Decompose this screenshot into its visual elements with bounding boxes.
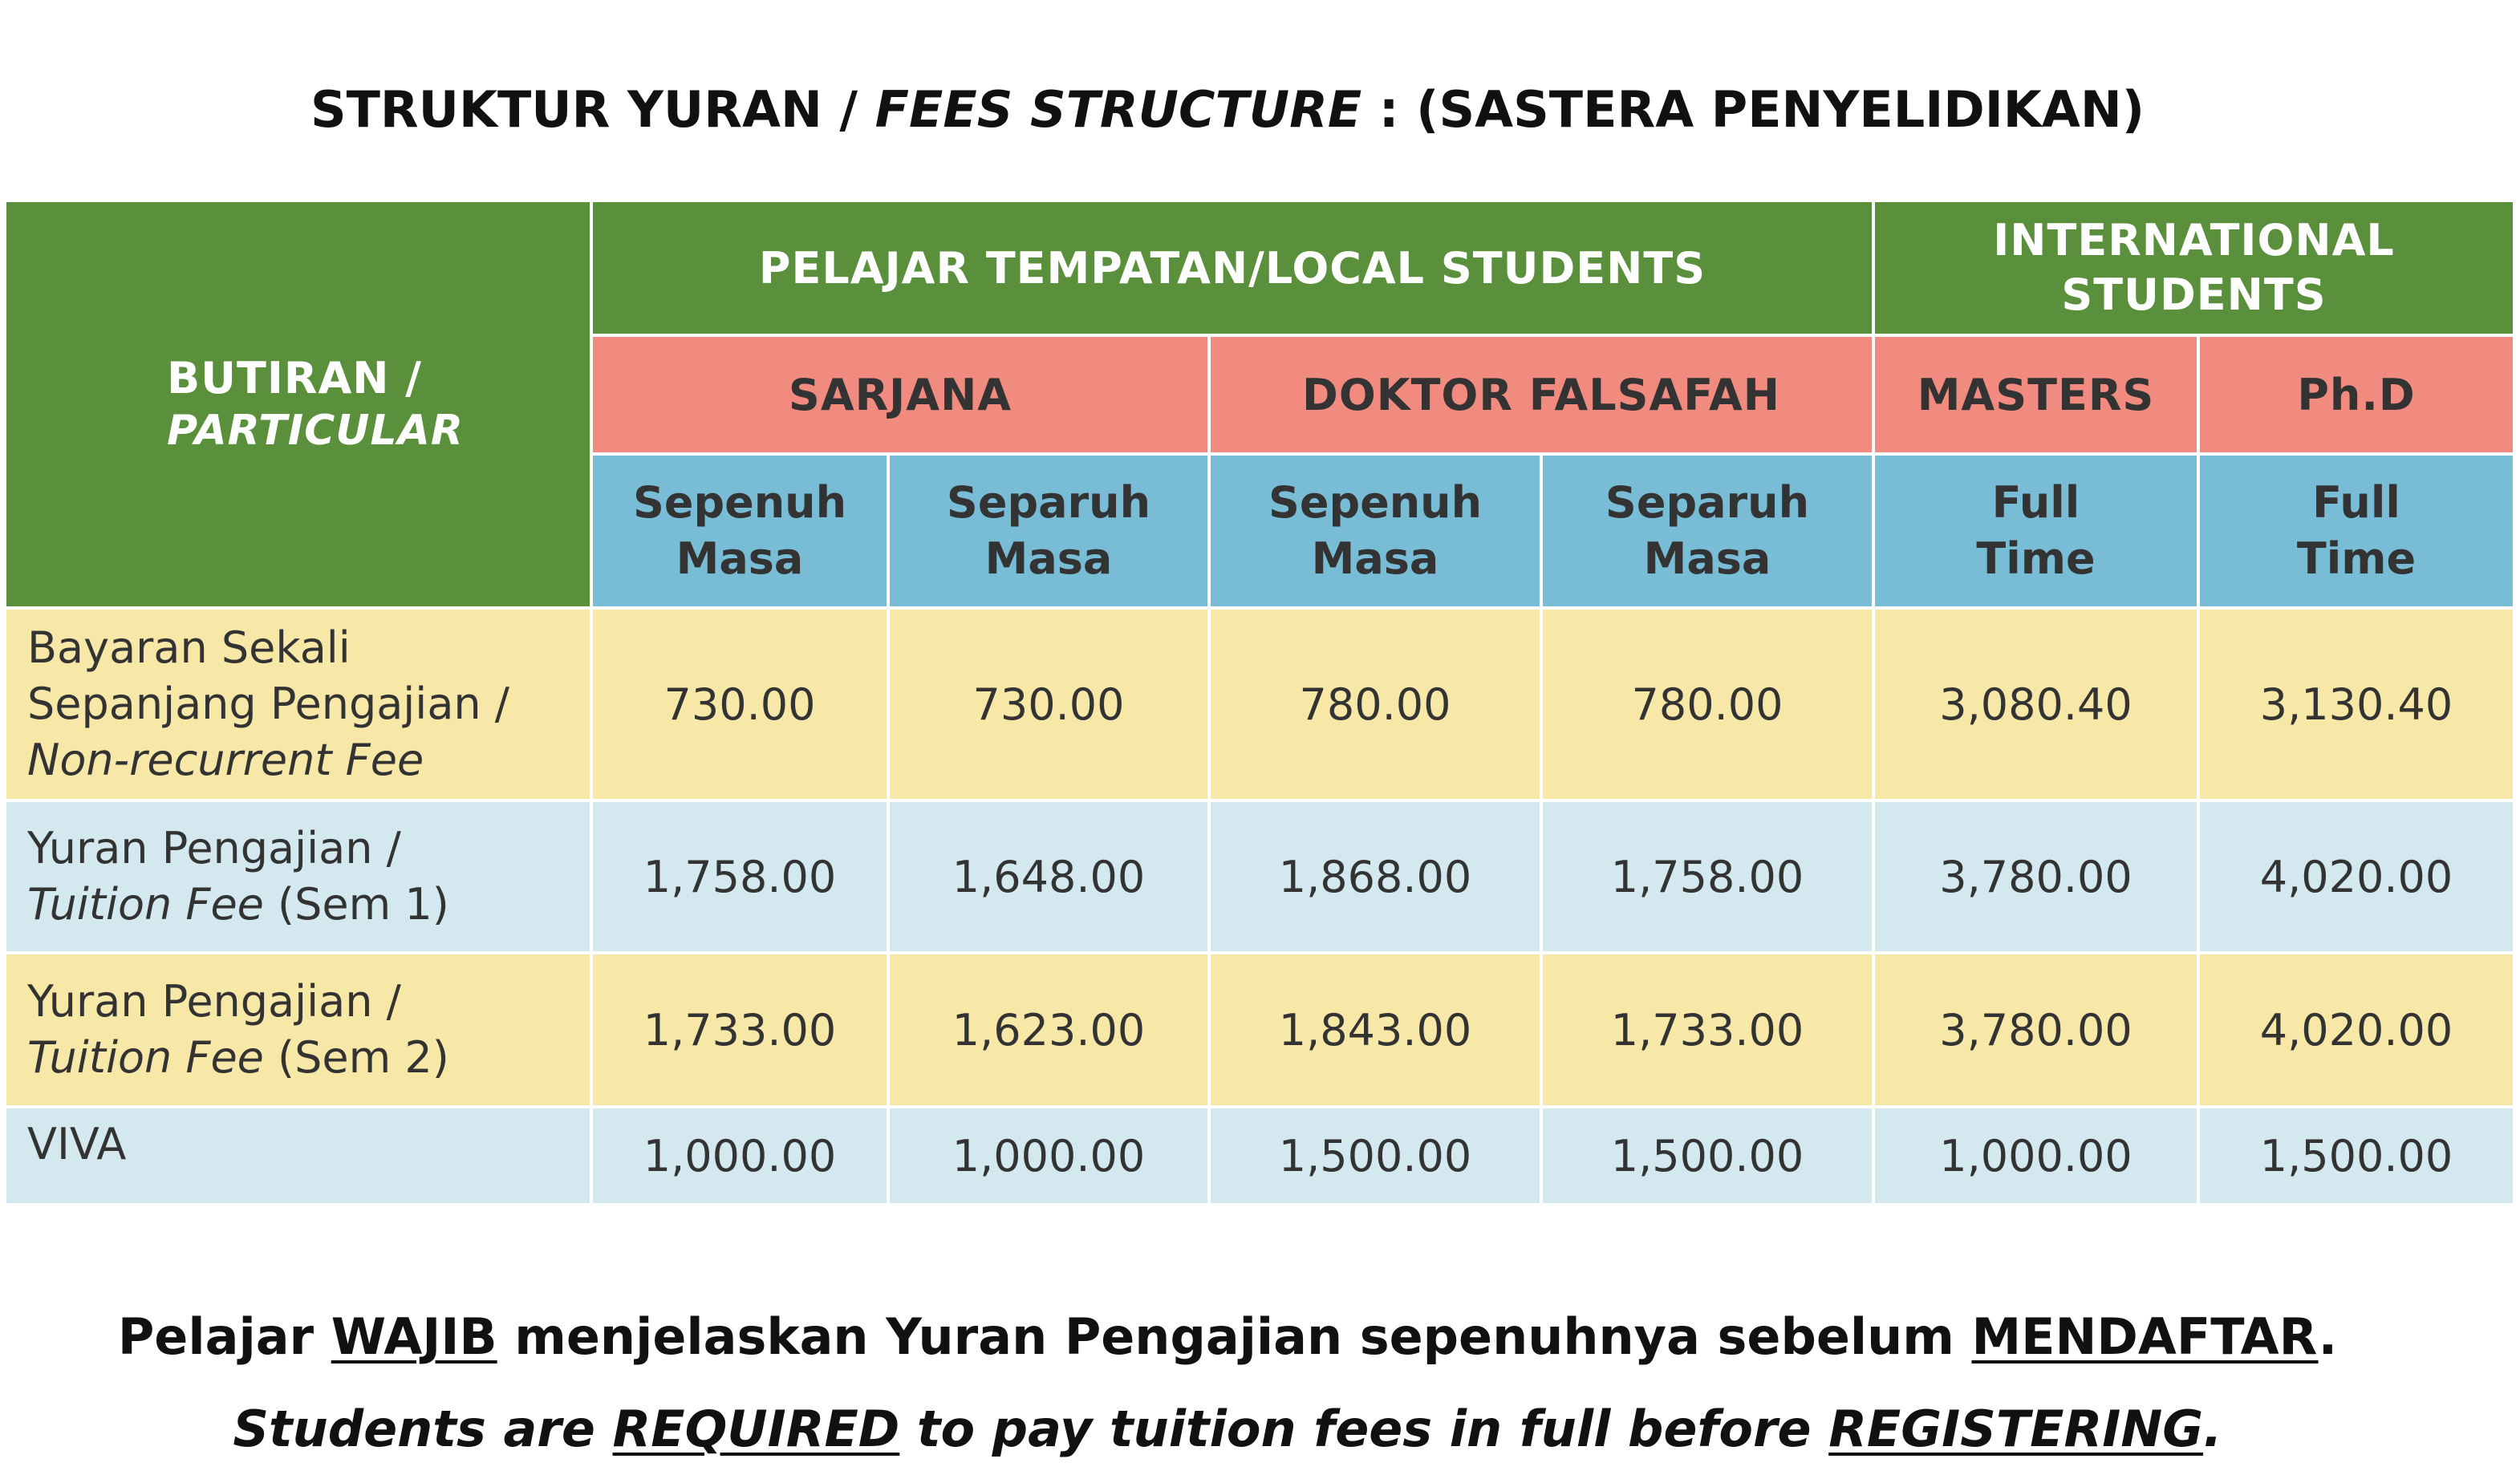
mode-header-phd-local-part: Separuh Masa <box>1541 454 1873 608</box>
fee-value: 4,020.00 <box>2198 800 2514 953</box>
mode-header-phd-local-full: Sepenuh Masa <box>1209 454 1541 608</box>
title-part-malay: STRUKTUR YURAN / <box>310 80 875 139</box>
note-malay: Pelajar WAJIB menjelaskan Yuran Pengajian sepenuhnya sebelum MENDAFTAR. <box>117 1307 2338 1366</box>
header-row-groups <box>5 201 2514 335</box>
fee-value: 1,623.00 <box>888 953 1209 1107</box>
table-row <box>5 953 2514 1107</box>
fee-value: 1,648.00 <box>888 800 1209 953</box>
emphasis-required: REQUIRED <box>612 1400 900 1458</box>
fee-value: 1,500.00 <box>2198 1107 2514 1205</box>
fee-value: 3,780.00 <box>1873 800 2198 953</box>
local-students-header: PELAJAR TEMPATAN/LOCAL STUDENTS <box>591 201 1873 335</box>
mode-header-phd-intl-full: Full Time <box>2198 454 2514 608</box>
fee-value: 1,500.00 <box>1209 1107 1541 1205</box>
mode-header-sarjana-part: Separuh Masa <box>888 454 1209 608</box>
row-label-viva: VIVA <box>5 1107 591 1205</box>
international-header-line2: STUDENTS <box>2061 269 2327 320</box>
fee-value: 3,080.40 <box>1873 608 2198 800</box>
international-students-header <box>1873 201 2514 335</box>
fee-value: 1,733.00 <box>591 953 888 1107</box>
fee-value: 3,780.00 <box>1873 953 2198 1107</box>
program-sarjana-header: SARJANA <box>591 335 1209 454</box>
fee-value: 1,758.00 <box>591 800 888 953</box>
emphasis-wajib: WAJIB <box>331 1307 497 1366</box>
program-masters-header: MASTERS <box>1873 335 2198 454</box>
fee-value: 1,000.00 <box>1873 1107 2198 1205</box>
fee-value: 1,500.00 <box>1541 1107 1873 1205</box>
table-row <box>5 608 2514 800</box>
fee-value: 4,020.00 <box>2198 953 2514 1107</box>
fee-value: 730.00 <box>591 608 888 800</box>
particular-header-malay: BUTIRAN / <box>167 352 423 403</box>
emphasis-mendaftar: MENDAFTAR <box>1971 1307 2319 1366</box>
fee-value: 780.00 <box>1541 608 1873 800</box>
note-english: Students are REQUIRED to pay tuition fees in full before REGISTERING. <box>233 1400 2222 1458</box>
fee-value: 1,758.00 <box>1541 800 1873 953</box>
row-label-non-recurrent-fee: Bayaran Sekali Sepanjang Pengajian / Non-recurrent Fee <box>5 608 591 800</box>
fee-value: 730.00 <box>888 608 1209 800</box>
fee-value: 1,000.00 <box>888 1107 1209 1205</box>
fee-value: 1,868.00 <box>1209 800 1541 953</box>
page-title <box>0 80 2455 139</box>
emphasis-registering: REGISTERING <box>1828 1400 2204 1458</box>
fee-value: 3,130.40 <box>2198 608 2514 800</box>
mode-header-sarjana-full: Sepenuh Masa <box>591 454 888 608</box>
table-row <box>5 1107 2514 1205</box>
fee-value: 1,733.00 <box>1541 953 1873 1107</box>
mode-header-masters-full: Full Time <box>1873 454 2198 608</box>
program-doktor-falsafah-header: DOKTOR FALSAFAH <box>1209 335 1873 454</box>
row-label-tuition-sem2: Yuran Pengajian / Tuition Fee (Sem 2) <box>5 953 591 1107</box>
particular-header <box>5 201 591 608</box>
program-phd-header: Ph.D <box>2198 335 2514 454</box>
fee-value: 1,843.00 <box>1209 953 1541 1107</box>
international-header-line1: INTERNATIONAL <box>1993 215 2395 265</box>
fee-value: 780.00 <box>1209 608 1541 800</box>
table-row <box>5 800 2514 953</box>
fees-table <box>3 199 2516 1206</box>
particular-header-english: PARTICULAR <box>167 406 464 455</box>
fee-value: 1,000.00 <box>591 1107 888 1205</box>
title-part-english: FEES STRUCTURE <box>874 80 1362 139</box>
title-part-program: : (SASTERA PENYELIDIKAN) <box>1361 80 2145 139</box>
row-label-tuition-sem1: Yuran Pengajian / Tuition Fee (Sem 1) <box>5 800 591 953</box>
